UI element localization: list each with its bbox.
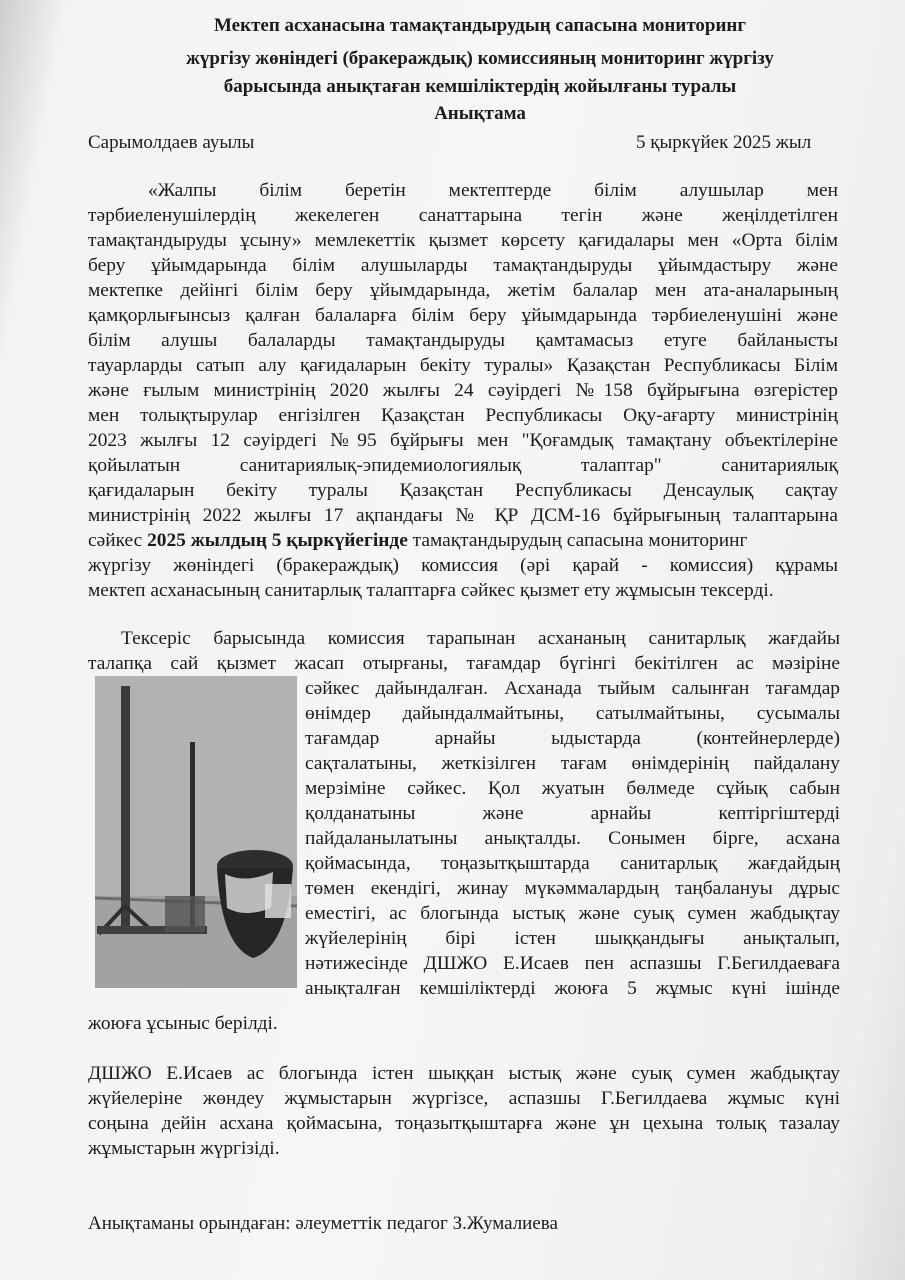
p1-line: және ғылым министрінің 2020 жылғы 24 сәуірдегі №158 бұйрығына өзгерістер [88, 380, 838, 401]
p1-line: 2023 жылғы 12 сәуірдегі №95 бұйрығы мен "Қоғамдық тамақтану объектілеріне [88, 430, 838, 451]
p3-line: соңына дейін асхана қоймасына, тоңазытқыштарға және ұн цехына толық тазалау [88, 1113, 840, 1134]
p2-line: төмен екендігі, жинау мүкәммалардың таңбалануы дұрыс [305, 878, 840, 899]
document-date: 5 қыркүйек 2025 жыл [636, 132, 812, 153]
p2-line: мерзіміне сәйкес. Қол жуатын бөлмеде сұйық сабын [305, 778, 840, 799]
p2-line: тағамдар арнайы ыдыстарда (контейнерлерде) [305, 728, 840, 749]
title-line-3: барысында анықтаған кемшіліктердің жойылғаны туралы [223, 76, 737, 97]
p2-line: сақталатыны, жеткізілген тағам өнімдерінің пайдалану [305, 753, 840, 774]
p1-last-line: мектеп асханасының санитарлық талаптарға сәйкес қызмет ету жұмысын тексерді. [88, 580, 774, 601]
p1-line: тауарларды сатып алу қағидаларын бекіту туралы» Қазақстан Республикасы Білім [88, 355, 838, 376]
p1-line: қамқорлығынсыз қалған балаларға білім беру ұйымдарында тәрбиеленушіні және [88, 305, 838, 326]
p1-line: жүргізу жөніндегі (бракераждық) комиссия (əрі қарай - комиссия) құрамы [88, 555, 838, 576]
p2-line: Тексеріс барысында комиссия тарапынан асхананың санитарлық жағдайы [121, 628, 840, 649]
p1-line: қағидаларын бекіту туралы Қазақстан Республикасы Денсаулық сақтау [88, 480, 838, 501]
p3-last-line: жұмыстарын жүргізіді. [88, 1138, 280, 1159]
title-line-2: жүргізу жөніндегі (бракераждық) комиссияның мониторинг жүргізу [186, 48, 774, 69]
cleaning-equipment-photo [95, 676, 297, 988]
p2-line: анықталған кемшіліктерді жоюға 5 жұмыс күні ішінде [305, 978, 840, 999]
title-line-1: Мектеп асханасына тамақтандырудың сапасына мониторинг [214, 15, 746, 36]
p1-line-with-bold [88, 528, 838, 553]
p2-line: нәтижесінде ДШЖО Е.Исаев пен аспазшы Г.Бегилдаеваға [305, 953, 840, 974]
p2-line: жүйелерінің бірі істен шыққандығы анықталып, [305, 928, 840, 949]
p3-line: ДШЖО Е.Исаев ас блогында істен шыққан ыстық және суық сумен жабдықтау [88, 1063, 840, 1084]
p1-line: мектепке дейінгі білім беру ұйымдарында, жетім балалар мен ата-аналарының [88, 280, 838, 301]
p2-line: еместігі, ас блогында ыстық және суық сумен жабдықтау [305, 903, 840, 924]
p1-line: мен толықтырулар енгізілген Қазақстан Республикасы Оқу-ағарту министрінің [88, 405, 838, 426]
p1-line: тамақтандыруды ұсыну» мемлекеттік қызмет көрсету қағидалары мен «Орта білім [88, 230, 838, 251]
p2-line: өнімдер дайындалмайтыны, сатылмайтыны, сусымалы [305, 703, 840, 724]
cleaning-equipment-illustration [95, 676, 297, 988]
p1-line15-suffix: тамақтандырудың сапасына мониторинг [407, 530, 748, 551]
signature-line: Анықтаманы орындаған: әлеуметтік педагог З.Жумалиева [88, 1213, 558, 1234]
p1-line: тәрбиеленушілердің жекелеген санаттарына тегін және жеңілдетілген [88, 205, 838, 226]
p2-last-line: жоюға ұсыныс берілді. [88, 1013, 278, 1034]
p2-line: пайдаланылатыны анықталды. Сонымен бірге, асхана [305, 828, 840, 849]
p1-line: қойылатын санитариялық-эпидемиологиялық талаптар" санитариялық [88, 455, 838, 476]
p1-line15-prefix: сәйкес [88, 530, 148, 551]
p1-line: білім алушы балаларды тамақтандыруды қамтамасыз етуге байланысты [88, 330, 838, 351]
p1-line: министрінің 2022 жылғы 17 ақпандағы № ҚР ДСМ-16 бұйрығының талаптарына [88, 505, 838, 526]
p3-line: жүйелеріне жөндеу жұмыстарын жүргізсе, аспазшы Г.Бегилдаева жұмыс күні [88, 1088, 840, 1109]
place-name: Сарымолдаев ауылы [88, 132, 255, 153]
p1-line: беру ұйымдарында білім алушыларды тамақтандыруды ұйымдастыру және [88, 255, 838, 276]
p1-line: «Жалпы білім беретін мектептерде білім алушылар мен [148, 180, 838, 201]
p2-line: сәйкес дайындалған. Асханада тыйым салынған тағамдар [305, 678, 840, 699]
p2-line: талапқа сай қызмет жасап отырғаны, тағамдар бүгінгі бекітілген ас мәзіріне [88, 653, 840, 674]
document-heading: Анықтама [434, 103, 526, 124]
inspection-date-bold: 2025 жылдың 5 қыркүйегінде [147, 530, 408, 551]
p2-line: қоймасында, тоңазытқыштарда санитарлық жағдайдың [305, 853, 840, 874]
p2-line: қолданатыны және арнайы кептіргіштерді [305, 803, 840, 824]
